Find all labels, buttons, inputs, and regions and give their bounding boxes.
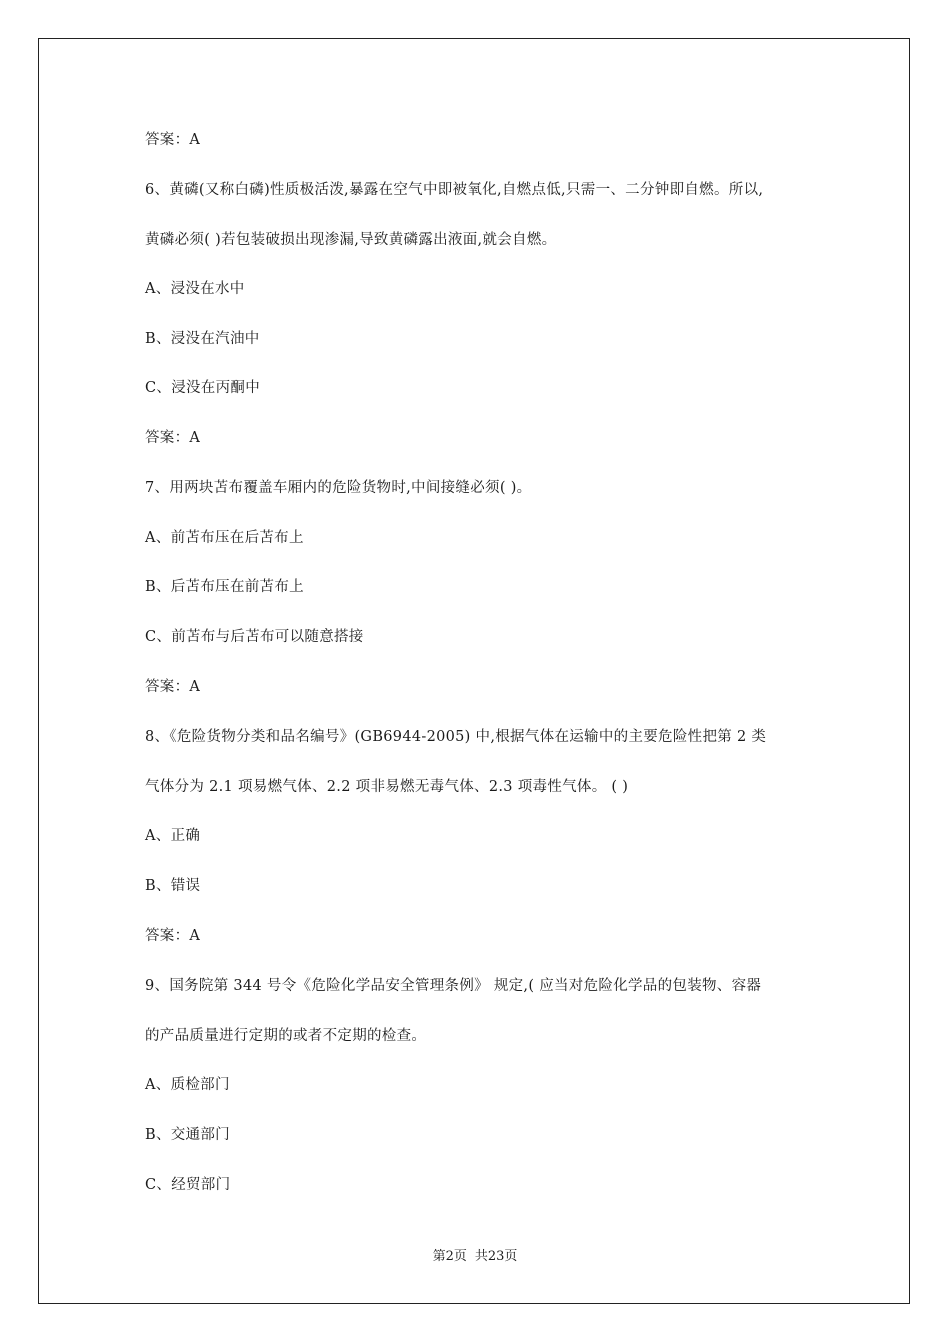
option-6c: C、浸没在丙酮中: [145, 380, 260, 396]
page-border: [38, 38, 910, 1304]
answer-6: 答案：A: [145, 430, 201, 446]
option-9c: C、经贸部门: [145, 1177, 231, 1193]
question-7: 7、用两块苫布覆盖车厢内的危险货物时,中间接缝必须( )。: [145, 480, 532, 496]
page-number: 第2页: [432, 1249, 467, 1264]
option-6b: B、浸没在汽油中: [145, 331, 260, 347]
answer-7: 答案：A: [145, 679, 201, 695]
question-8-line-1: 8、《危险货物分类和品名编号》(GB6944-2005) 中,根据气体在运输中的主要危险性把第 2 类: [145, 729, 767, 745]
option-7a: A、前苫布压在后苫布上: [145, 530, 304, 546]
page-footer: [0, 1248, 950, 1266]
option-9a: A、质检部门: [145, 1077, 230, 1093]
question-6-line-2: 黄磷必须( )若包装破损出现渗漏,导致黄磷露出液面,就会自燃。: [145, 232, 557, 248]
answer-8: 答案：A: [145, 928, 201, 944]
option-8a: A、正确: [145, 828, 201, 844]
page-total: 共23页: [474, 1249, 518, 1264]
question-8-line-2: 气体分为 2.1 项易燃气体、2.2 项非易燃无毒气体、2.3 项毒性气体。 ( ): [145, 779, 629, 795]
question-6-line-1: 6、黄磷(又称白磷)性质极活泼,暴露在空气中即被氧化,自燃点低,只需一、二分钟即自燃。所以,: [145, 182, 764, 198]
option-8b: B、错误: [145, 878, 201, 894]
option-7c: C、前苫布与后苫布可以随意搭接: [145, 629, 364, 645]
option-7b: B、后苫布压在前苫布上: [145, 579, 304, 595]
answer-5: 答案：A: [145, 132, 201, 148]
question-9-line-2: 的产品质量进行定期的或者不定期的检查。: [145, 1028, 427, 1044]
option-6a: A、浸没在水中: [145, 281, 245, 297]
question-9-line-1: 9、国务院第 344 号令《危险化学品安全管理条例》 规定,( 应当对危险化学品的包装物、容器: [145, 978, 762, 994]
option-9b: B、交通部门: [145, 1127, 230, 1143]
